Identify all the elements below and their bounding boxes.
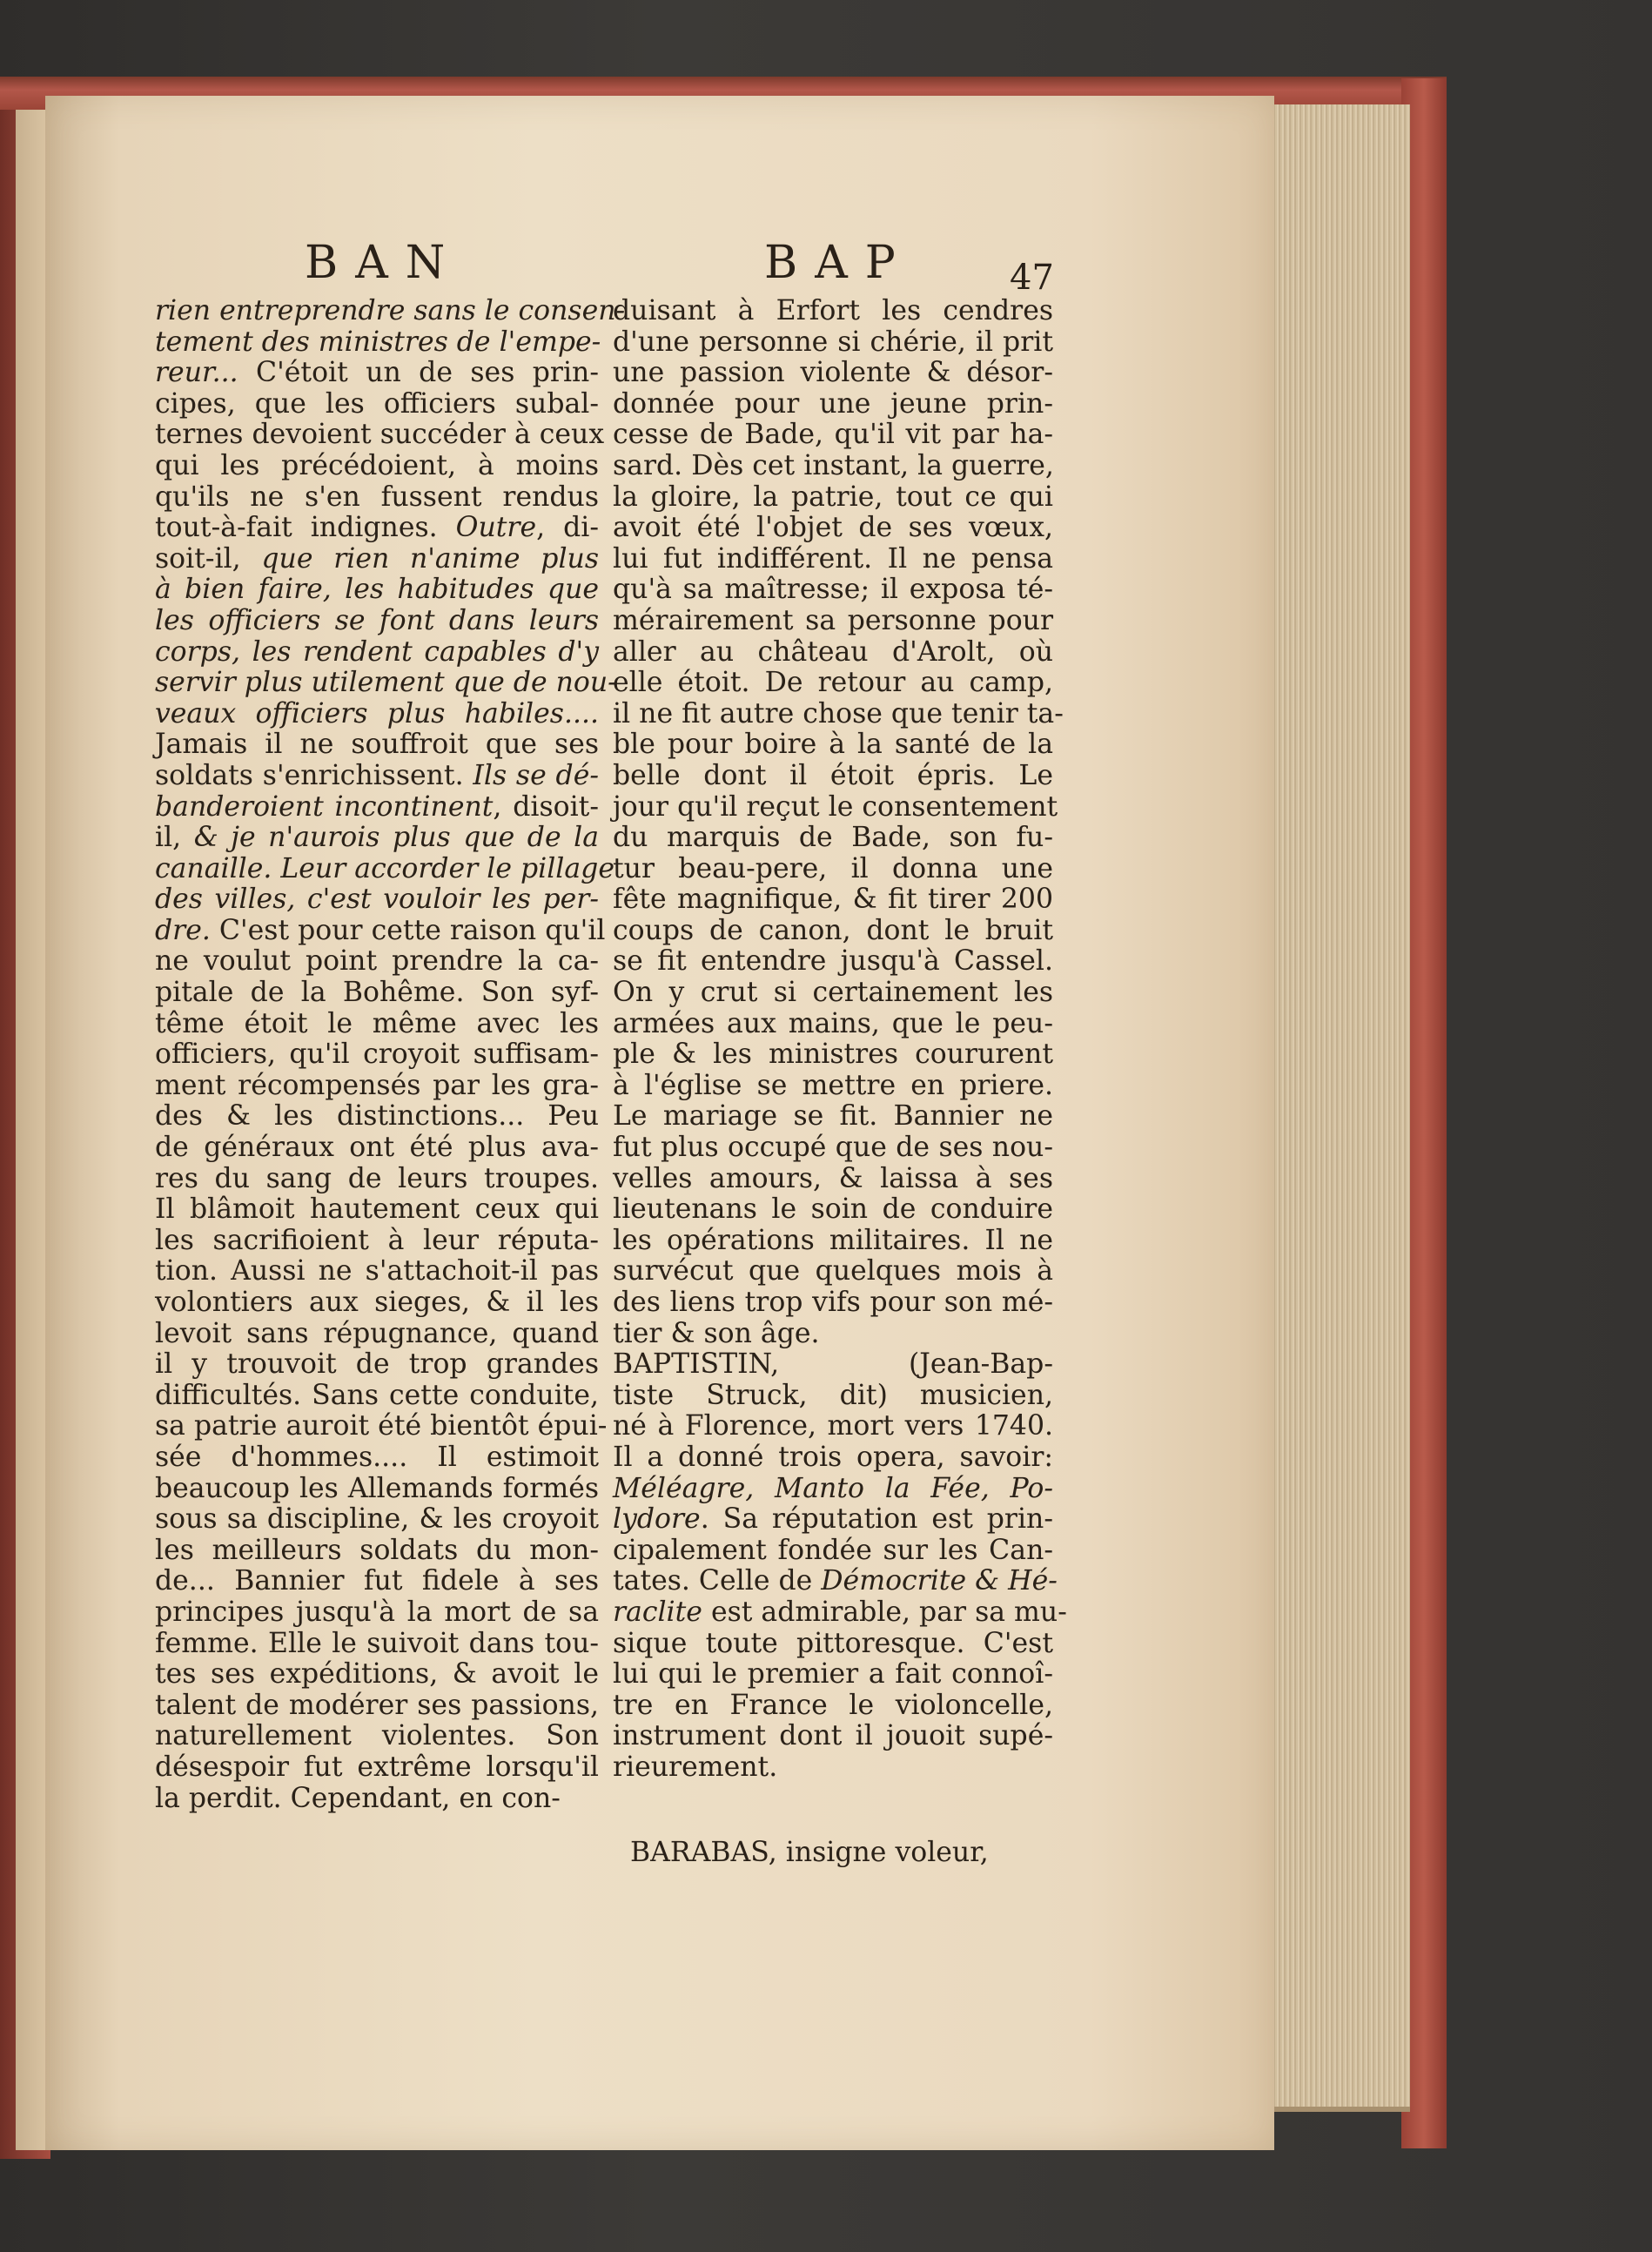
text-line (613, 544, 1053, 575)
text-segment: jour qu'il reçut le consentement (613, 790, 1058, 823)
text-line (155, 1381, 599, 1412)
text-segment: sa patrie auroit été bientôt épui- (155, 1410, 608, 1442)
text-line (613, 1691, 1053, 1722)
text-line (613, 823, 1053, 854)
text-line (613, 790, 1058, 823)
text-segment: tes ses expéditions, & avoit le (155, 1658, 599, 1691)
text-segment: sous sa discipline, & les croyoit (155, 1503, 599, 1536)
text-segment: C'étoit un de ses prin- (256, 357, 599, 389)
text-line (613, 697, 1064, 730)
text-line (155, 1071, 599, 1102)
text-segment: tier & son âge. (613, 1317, 820, 1349)
text-segment: Il blâmoit hautement ceux qui (155, 1193, 599, 1226)
text-segment: une passion violente & désor- (613, 357, 1053, 389)
text-segment: les opérations militaires. Il ne (613, 1224, 1053, 1256)
text-line (613, 946, 1053, 978)
text-line (155, 482, 599, 514)
text-line (613, 1752, 1053, 1784)
text-line (613, 1504, 1053, 1536)
text-segment: la gloire, la patrie, tout ce qui (613, 481, 1053, 513)
text-line (613, 668, 1053, 699)
text-line (613, 1596, 1067, 1629)
text-segment: des liens trop vifs pour son mé- (613, 1287, 1053, 1318)
text-line (155, 419, 605, 451)
text-segment: duisant à Erfort les cendres (613, 295, 1053, 326)
text-line (155, 575, 599, 606)
text-line (155, 327, 599, 359)
text-line (155, 358, 599, 389)
text-line (155, 1226, 599, 1257)
text-line (613, 606, 1053, 637)
text-line (613, 1442, 1053, 1474)
text-segment: Le mariage se fit. Bannier ne (613, 1100, 1053, 1133)
text-line (613, 1629, 1053, 1660)
text-line (155, 884, 599, 916)
text-segment: il, (155, 822, 194, 854)
text-segment: officiers, qu'il croyoit suffisam- (155, 1039, 599, 1071)
text-segment: beaucoup les Allemands formés (155, 1472, 599, 1504)
text-line (155, 823, 599, 854)
text-segment: armées aux mains, que le peu- (613, 1007, 1053, 1039)
text-line (155, 1721, 599, 1752)
text-line (613, 1194, 1053, 1226)
text-line (613, 1256, 1053, 1287)
text-line (155, 792, 599, 823)
text-line (613, 1287, 1053, 1319)
text-segment: Il a donné trois opera, savoir: (613, 1441, 1053, 1473)
text-line (613, 451, 1053, 482)
italic-text: raclite (613, 1596, 702, 1628)
text-segment: elle étoit. De retour au camp, (613, 667, 1053, 699)
text-line (613, 513, 1053, 544)
text-segment: . Sa réputation est prin- (700, 1503, 1053, 1536)
text-line (155, 1101, 599, 1133)
running-head-left: BAN (305, 237, 463, 289)
text-segment: né à Florence, mort vers 1740. (613, 1410, 1053, 1442)
text-segment: à l'église se mettre en priere. (613, 1069, 1053, 1101)
text-line (613, 1009, 1053, 1040)
text-segment: velles amours, & laissa à ses (613, 1162, 1053, 1194)
italic-text: corps, les rendent capables d'y (155, 635, 599, 668)
text-line (155, 1164, 599, 1195)
text-line (155, 1474, 599, 1505)
text-line (155, 1629, 599, 1660)
text-segment: levoit sans répugnance, quand (155, 1317, 599, 1349)
text-line (613, 1226, 1053, 1257)
text-segment: volontiers aux sieges, & il les (155, 1287, 599, 1318)
text-segment: instrument dont il jouoit supé- (613, 1720, 1053, 1752)
text-segment: donnée pour une jeune prin- (613, 387, 1053, 420)
page-number: 47 (1010, 258, 1054, 298)
text-line (155, 1009, 599, 1040)
text-line (155, 1442, 599, 1474)
text-line (613, 1721, 1053, 1752)
text-segment: avoit été l'objet de ses vœux, (613, 512, 1053, 544)
text-line (613, 389, 1053, 420)
text-line (613, 978, 1053, 1009)
italic-text: Démocrite & Hé- (821, 1565, 1058, 1597)
italic-text: Méléagre, Manto la Fée, Po- (613, 1472, 1053, 1504)
italic-text: lydore (613, 1503, 701, 1536)
text-segment: tême étoit le même avec les (155, 1007, 599, 1039)
text-segment: lui fut indifférent. Il ne pensa (613, 542, 1053, 575)
text-segment: les meilleurs soldats du mon- (155, 1534, 599, 1566)
text-line (155, 606, 599, 637)
text-line (613, 729, 1053, 761)
text-segment: sée d'hommes.... Il estimoit (155, 1441, 599, 1473)
text-segment: tates. Celle de (613, 1565, 822, 1597)
text-line (613, 1474, 1053, 1505)
text-line (155, 295, 626, 327)
text-line (613, 916, 1053, 947)
text-segment: Jamais il ne souffroit que ses (155, 729, 599, 761)
text-segment: tiste Struck, dit) musicien, (613, 1379, 1053, 1411)
text-segment: qu'ils ne s'en fussent rendus (155, 481, 599, 513)
text-segment: qu'à sa maîtresse; il exposa té- (613, 574, 1053, 606)
text-segment: ble pour boire à la santé de la (613, 729, 1053, 761)
text-segment: pitale de la Bohême. Son syf- (155, 977, 599, 1009)
text-segment: soldats s'enrichissent. (155, 759, 473, 791)
text-segment: qui les précédoient, à moins (155, 449, 599, 481)
text-line (155, 1784, 599, 1815)
text-segment: BAPTISTIN, (Jean-Bap- (613, 1348, 1053, 1381)
text-segment: lui qui le premier a fait connoî- (613, 1658, 1053, 1691)
text-segment: tion. Aussi ne s'attachoit-il pas (155, 1255, 599, 1287)
running-head-right: BAP (764, 237, 913, 289)
text-line (613, 1319, 1053, 1350)
text-segment: mérairement sa personne pour (613, 604, 1053, 636)
text-line (613, 358, 1053, 389)
text-segment: rieurement. (613, 1751, 778, 1783)
text-line (613, 1536, 1053, 1567)
text-line (155, 699, 599, 730)
text-segment: coups de canon, dont le bruit (613, 914, 1053, 946)
italic-text: veaux officiers plus habiles.... (155, 697, 599, 729)
text-line (155, 1566, 599, 1597)
text-line (155, 1597, 599, 1629)
text-line (613, 575, 1053, 606)
text-segment: survécut que quelques mois à (613, 1255, 1053, 1287)
text-line (155, 667, 617, 699)
italic-text: servir plus utilement que de nou- (155, 667, 617, 699)
text-line (613, 1659, 1053, 1691)
text-line (155, 1349, 599, 1381)
text-segment: ne voulut point prendre la ca- (155, 945, 599, 978)
text-line (613, 1133, 1053, 1164)
text-line (155, 1504, 599, 1536)
text-line (613, 1101, 1053, 1133)
text-line (155, 1410, 608, 1442)
text-segment: la perdit. Cependant, en con- (155, 1782, 561, 1814)
text-segment: tout-à-fait indignes. (155, 512, 456, 544)
text-segment: lieutenans le soin de conduire (613, 1193, 1053, 1226)
text-segment: soit-il, (155, 542, 262, 575)
text-segment: On y crut si certainement les (613, 977, 1053, 1009)
text-segment: des & les distinctions... Peu (155, 1100, 599, 1133)
text-line (155, 1691, 599, 1722)
text-segment: se fit entendre jusqu'à Cassel. (613, 945, 1053, 978)
italic-text: & je n'aurois plus que de la (193, 822, 599, 854)
text-segment: ple & les ministres coururent (613, 1039, 1053, 1071)
text-line (155, 513, 599, 544)
text-line (155, 1194, 599, 1226)
text-line (613, 1164, 1053, 1195)
text-line (613, 1349, 1053, 1381)
text-segment: fête magnifique, & fit tirer 200 (613, 884, 1053, 916)
text-segment: de... Bannier fut fidele à ses (155, 1565, 599, 1597)
left-text-column (155, 295, 626, 1814)
italic-text: les officiers se font dans leurs (155, 604, 599, 636)
text-line (155, 1319, 599, 1350)
text-line (613, 884, 1053, 916)
text-line (155, 1536, 599, 1567)
text-line (613, 1071, 1053, 1102)
text-segment: il y trouvoit de trop grandes (155, 1348, 599, 1381)
italic-text: canaille. Leur accorder le pillage (155, 852, 614, 884)
text-segment: C'est pour cette raison qu'il (218, 914, 606, 946)
text-segment: , disoit- (493, 790, 599, 823)
page-edges (1260, 104, 1410, 2112)
text-segment: , di- (536, 512, 599, 544)
catchword-entry: BARABAS, insigne voleur, (630, 1837, 989, 1868)
text-line (155, 1133, 599, 1164)
text-segment: sique toute pittoresque. C'est (613, 1627, 1053, 1659)
text-line (613, 761, 1053, 792)
text-line (613, 482, 1053, 514)
text-segment: belle dont il étoit épris. Le (613, 759, 1053, 791)
text-segment: res du sang de leurs troupes. (155, 1162, 599, 1194)
text-line (155, 1039, 599, 1071)
text-line (613, 637, 1053, 669)
text-segment: d'une personne si chérie, il prit (613, 326, 1053, 358)
italic-text: que rien n'anime plus (261, 542, 599, 575)
text-line (155, 729, 599, 761)
text-line (155, 451, 599, 482)
italic-text: Ils se dé- (473, 759, 599, 791)
italic-text: reur... (155, 357, 257, 389)
text-segment: les sacrifioient à leur réputa- (155, 1224, 599, 1256)
text-segment: il ne fit autre chose que tenir ta- (613, 697, 1064, 729)
text-line (155, 1256, 599, 1287)
text-segment: cesse de Bade, qu'il vit par ha- (613, 419, 1053, 451)
text-line (613, 1411, 1053, 1442)
text-line (613, 1381, 1053, 1412)
text-line (613, 1039, 1053, 1071)
text-segment: tur beau-pere, il donna une (613, 852, 1053, 884)
text-line (155, 544, 599, 575)
text-segment: aller au château d'Arolt, où (613, 635, 1053, 668)
text-line (155, 852, 614, 885)
italic-text: banderoient incontinent (155, 790, 494, 823)
text-segment: sard. Dès cet instant, la guerre, (613, 449, 1054, 481)
text-line (155, 1659, 599, 1691)
italic-text: dre. (155, 914, 219, 946)
italic-text: des villes, c'est vouloir les per- (155, 884, 599, 916)
text-segment: principes jusqu'à la mort de sa (155, 1596, 599, 1628)
text-segment: fut plus occupé que de ses nou- (613, 1132, 1053, 1164)
text-line (155, 761, 599, 792)
text-segment: difficultés. Sans cette conduite, (155, 1379, 599, 1411)
italic-text: rien entreprendre sans le consen- (155, 295, 626, 326)
italic-text: tement des ministres de l'empe- (155, 326, 601, 358)
text-line (155, 978, 599, 1009)
text-segment: cipalement fondée sur les Can- (613, 1534, 1053, 1566)
right-text-column (613, 295, 1067, 1784)
text-line (613, 420, 1053, 451)
text-line (613, 1565, 1058, 1597)
text-line (613, 854, 1053, 885)
text-line (613, 296, 1053, 327)
text-segment: du marquis de Bade, son fu- (613, 822, 1053, 854)
text-segment: de généraux ont été plus ava- (155, 1132, 599, 1164)
text-line (155, 914, 606, 947)
text-line (155, 389, 599, 420)
text-segment: talent de modérer ses passions, (155, 1689, 599, 1721)
text-segment: femme. Elle le suivoit dans tou- (155, 1627, 599, 1659)
text-segment: désespoir fut extrême lorsqu'il (155, 1751, 599, 1783)
text-segment: tre en France le violoncelle, (613, 1689, 1053, 1721)
text-line (155, 1752, 599, 1784)
text-segment: ternes devoient succéder à ceux (155, 419, 605, 451)
text-line (155, 637, 599, 669)
italic-text: Outre (455, 512, 537, 544)
text-line (155, 1287, 599, 1319)
italic-text: à bien faire, les habitudes que (155, 574, 599, 606)
text-segment: ment récompensés par les gra- (155, 1069, 599, 1101)
text-line (155, 946, 599, 978)
text-segment: est admirable, par sa mu- (702, 1596, 1067, 1628)
text-segment: cipes, que les officiers subal- (155, 387, 599, 420)
text-segment: naturellement violentes. Son (155, 1720, 599, 1752)
text-line (613, 327, 1053, 359)
